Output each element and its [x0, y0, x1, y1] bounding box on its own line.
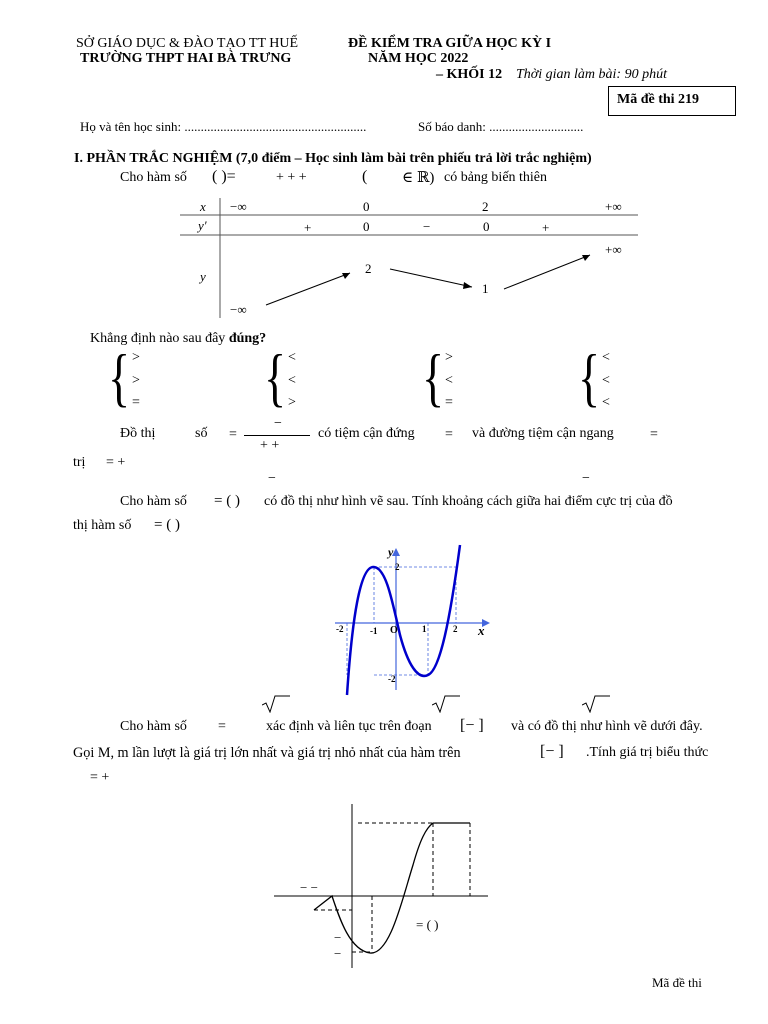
dept-name: SỞ GIÁO DỤC & ĐÀO TẠO TT HUẾ	[76, 36, 299, 51]
q2-text-d: có tiệm cận đứng	[318, 426, 415, 441]
option-c-rel-2: <	[445, 373, 453, 388]
school-name: TRƯỜNG THPT HAI BÀ TRƯNG	[80, 51, 292, 66]
table-x-val-2: 2	[482, 199, 489, 214]
q2-text-e: =	[445, 427, 453, 442]
q4-line1-d: [− ]	[460, 717, 484, 734]
option-c-brace: {	[422, 341, 445, 414]
variation-table	[180, 195, 640, 320]
q4-line3: = +	[90, 770, 110, 785]
option-d-rel-1: <	[602, 350, 610, 365]
school-year: NĂM HỌC 2022	[368, 51, 469, 66]
q3-cubic-curve	[347, 545, 460, 695]
q3-line1-a: Cho hàm số	[120, 494, 187, 509]
table-arrowhead-2	[463, 282, 472, 289]
q1-text-a: Cho hàm số	[120, 170, 187, 185]
exam-time: Thời gian làm bài: 90 phút	[516, 67, 667, 82]
table-y-val-3: +∞	[605, 242, 622, 257]
q3-line1-c: có đồ thị như hình vẽ sau. Tính khoảng cách giữa hai điểm cực trị của đồ	[264, 494, 673, 509]
q4-line2-b: [− ]	[540, 743, 564, 760]
q4-line1-b: =	[218, 719, 226, 734]
q2-numerator: −	[274, 416, 282, 431]
option-a-rel-3: =	[132, 395, 140, 410]
q3-tick-x-3: 2	[453, 624, 458, 634]
table-arrow-up-2	[504, 255, 590, 289]
table-yprime-val-4: +	[542, 220, 550, 235]
q4-mark-2: −	[334, 946, 342, 961]
q2-text-f: và đường tiệm cận ngang	[472, 426, 614, 441]
q4-mark-1: −	[334, 930, 342, 945]
exam-code-box: Mã đề thi 219	[608, 86, 736, 116]
table-x-val-1: 0	[363, 199, 370, 214]
q3-tick-x-2: 1	[422, 624, 427, 634]
student-id-field: Số báo danh: .............................	[418, 119, 584, 134]
section-title: I. PHẦN TRẮC NGHIỆM (7,0 điểm – Học sinh làm bài trên phiếu trả lời trắc nghiệm)	[74, 151, 592, 166]
table-yprime-val-0: +	[304, 220, 312, 235]
q4-graph-label: = ( )	[416, 917, 439, 932]
option-b-rel-2: <	[288, 373, 296, 388]
table-yprime-val-3: 0	[483, 219, 490, 234]
q2-minus-1: −	[268, 471, 276, 486]
q4-sqrt-3	[582, 695, 610, 713]
q4-line1-e: và có đồ thị như hình vẽ dưới đây.	[511, 719, 703, 734]
q1-text-e: ∈ ℝ)	[402, 170, 435, 186]
table-y-val-1: 2	[365, 261, 372, 276]
q2-line2-b: = +	[106, 455, 126, 470]
footer-exam-code: Mã đề thi	[652, 975, 702, 990]
option-b-rel-1: <	[288, 350, 296, 365]
q1-text-f: có bảng biến thiên	[444, 170, 548, 185]
q3-x-label: x	[478, 623, 485, 638]
q3-y-label: y	[388, 545, 394, 559]
q4-line2-c: .Tính giá trị biểu thức	[586, 745, 709, 760]
table-yprime-val-2: −	[423, 219, 431, 234]
q2-text-c: =	[229, 427, 237, 442]
option-d-brace: {	[578, 341, 601, 414]
q3-tick-y-1: -2	[388, 674, 396, 684]
q1-text-c: + + +	[276, 170, 307, 185]
option-c-rel-1: >	[445, 350, 453, 365]
table-yprime-label: y′	[198, 218, 207, 233]
q2-line2-a: trị	[73, 455, 86, 470]
q3-line2-b: = ( )	[154, 517, 180, 533]
option-b-brace: {	[264, 341, 287, 414]
table-arrow-up-1	[266, 273, 350, 305]
option-b-rel-3: >	[288, 395, 296, 410]
option-d-rel-3: <	[602, 395, 610, 410]
q2-text-g: =	[650, 427, 658, 442]
q4-sqrt-1	[262, 695, 290, 713]
table-y-val-0: −∞	[230, 302, 247, 317]
option-a-rel-1: >	[132, 350, 140, 365]
q3-cubic-graph	[330, 540, 500, 700]
table-y-label: y	[200, 269, 206, 284]
table-x-label: x	[200, 199, 206, 214]
q4-line1-a: Cho hàm số	[120, 719, 187, 734]
q4-graph	[270, 800, 490, 970]
exam-title: ĐỀ KIỂM TRA GIỮA HỌC KỲ I	[348, 36, 552, 51]
q2-text-a: Đồ thị	[120, 426, 156, 441]
q1-text-b: ( )=	[212, 168, 236, 185]
q4-line2-a: Gọi M, m lần lượt là giá trị lớn nhất và giá trị nhỏ nhất của hàm trên	[73, 745, 461, 761]
table-arrow-down	[390, 269, 472, 287]
option-a-rel-2: >	[132, 373, 140, 388]
q3-tick-x-1: -1	[370, 626, 378, 636]
table-x-val-3: +∞	[605, 199, 622, 214]
q4-mark-0: − −	[300, 880, 318, 895]
option-d-rel-2: <	[602, 373, 610, 388]
q2-denominator: + +	[260, 438, 280, 453]
grade: – KHỐI 12	[436, 67, 503, 82]
option-a-brace: {	[108, 341, 131, 414]
q3-line2-a: thị hàm số	[73, 518, 132, 533]
table-x-val-0: −∞	[230, 199, 247, 214]
q4-line1-c: xác định và liên tục trên đoạn	[266, 719, 432, 734]
table-yprime-val-1: 0	[363, 219, 370, 234]
q2-text-b: số	[195, 426, 208, 441]
q3-origin-label: O	[390, 625, 398, 636]
option-c-rel-3: =	[445, 395, 453, 410]
q2-fraction-bar	[244, 435, 310, 436]
q1-text-d: (	[362, 168, 368, 185]
q2-minus-2: −	[582, 471, 590, 486]
q1-question-text: Khẳng định nào sau đây	[90, 331, 226, 346]
student-name-field: Họ và tên học sinh: ........................................................	[80, 119, 367, 134]
table-y-val-2: 1	[482, 281, 489, 296]
q4-sqrt-2	[432, 695, 460, 713]
q3-line1-b: = ( )	[214, 493, 240, 509]
q3-tick-y-0: 2	[395, 562, 400, 572]
q1-question-bold: đúng?	[228, 331, 267, 346]
q3-tick-x-0: -2	[336, 624, 344, 634]
